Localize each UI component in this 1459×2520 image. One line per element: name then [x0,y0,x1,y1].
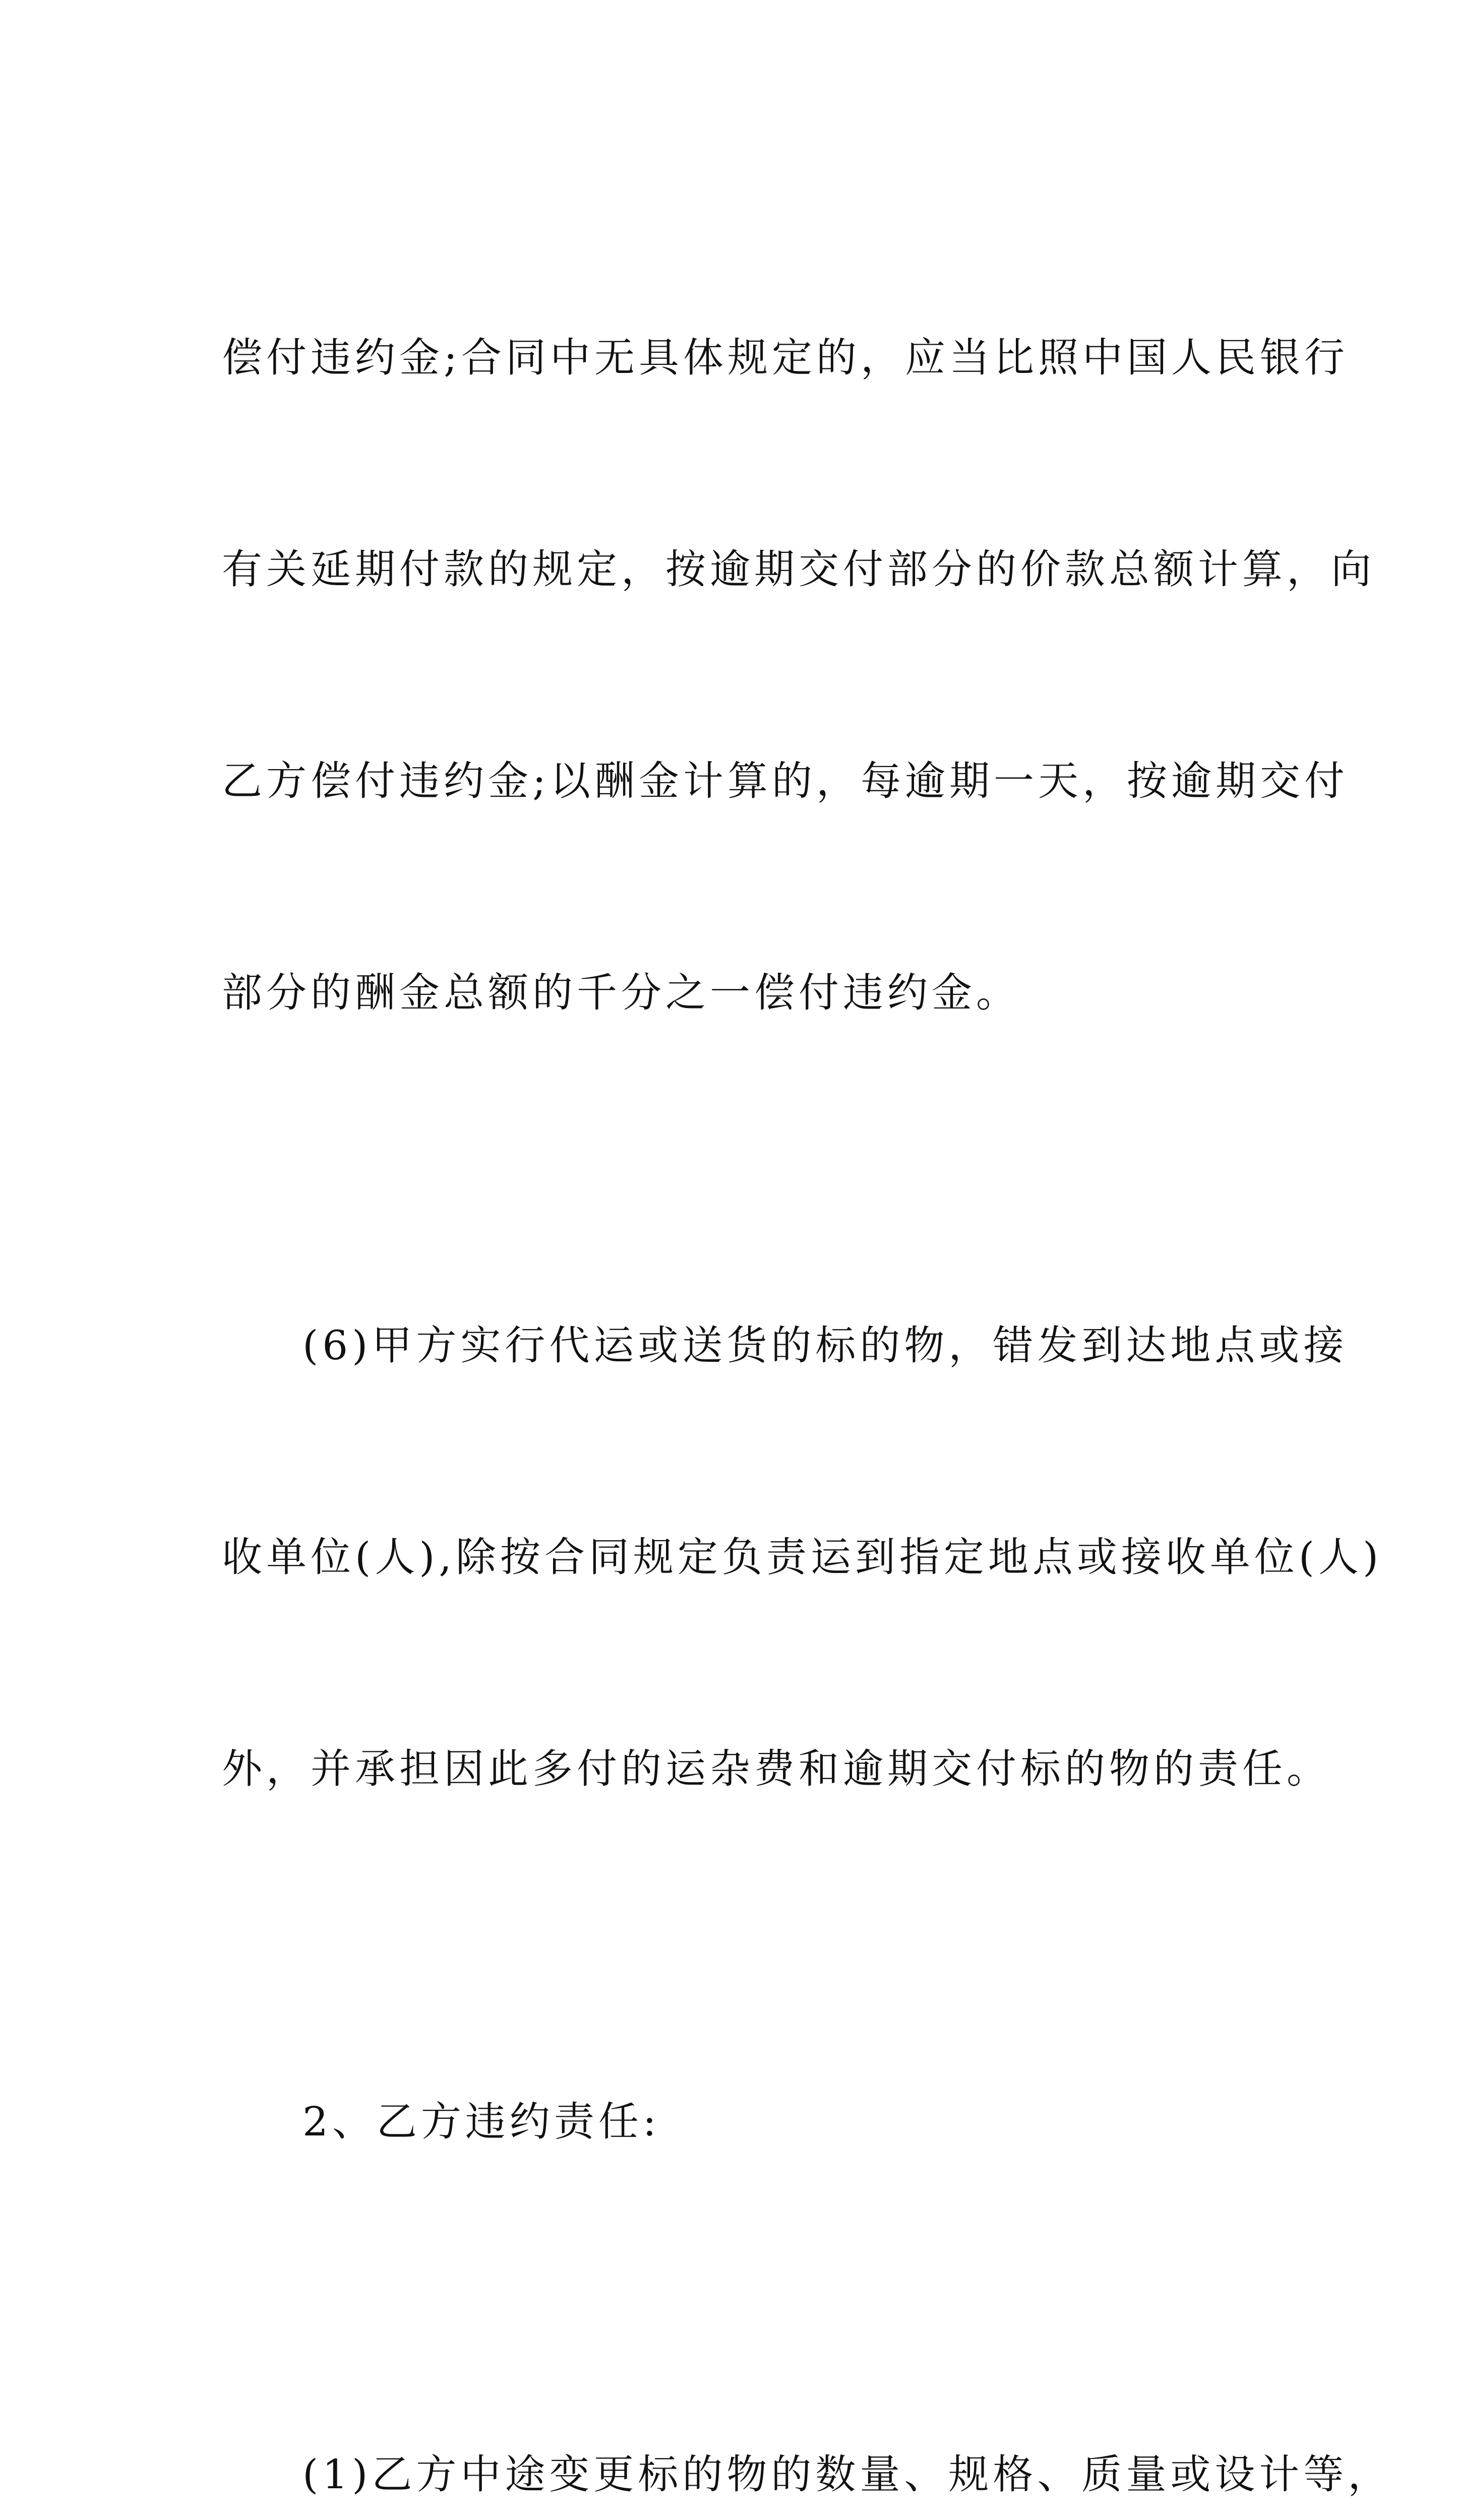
text-line: (6)甲方实行代运或送货的标的物，错发到达地点或接 [302,1322,1348,1369]
text-line: (1)乙方中途变更标的物的数量、规格、质量或设计等， [302,2451,1392,2498]
paragraph-1 [222,181,1375,1169]
text-line: 乙方偿付违约金;以酬金计算的，每逾期一天，按逾期交付 [222,758,1349,804]
text-line: 收单位(人),除按合同规定负责运到指定地点或接收单位(人) [222,1534,1383,1581]
text-line: 外，并承担因此多付的运杂费和逾期交付标的物的责任。 [222,1745,1331,1792]
paragraph-2 [222,1169,1383,1945]
text-line: 部分的酬金总额的千分之一偿付违约金。 [222,969,1020,1016]
text-line: 有关延期付款的规定，按逾期交付部分的价款总额计算，向 [222,546,1375,593]
document-body [222,181,1392,2520]
paragraph-4 [222,2298,1392,2520]
text-line: 偿付违约金;合同中无具体规定的，应当比照中国人民银行 [222,334,1349,381]
paragraph-3-heading [222,1945,1250,2298]
section-heading: 2、乙方违约责任: [302,2098,660,2145]
